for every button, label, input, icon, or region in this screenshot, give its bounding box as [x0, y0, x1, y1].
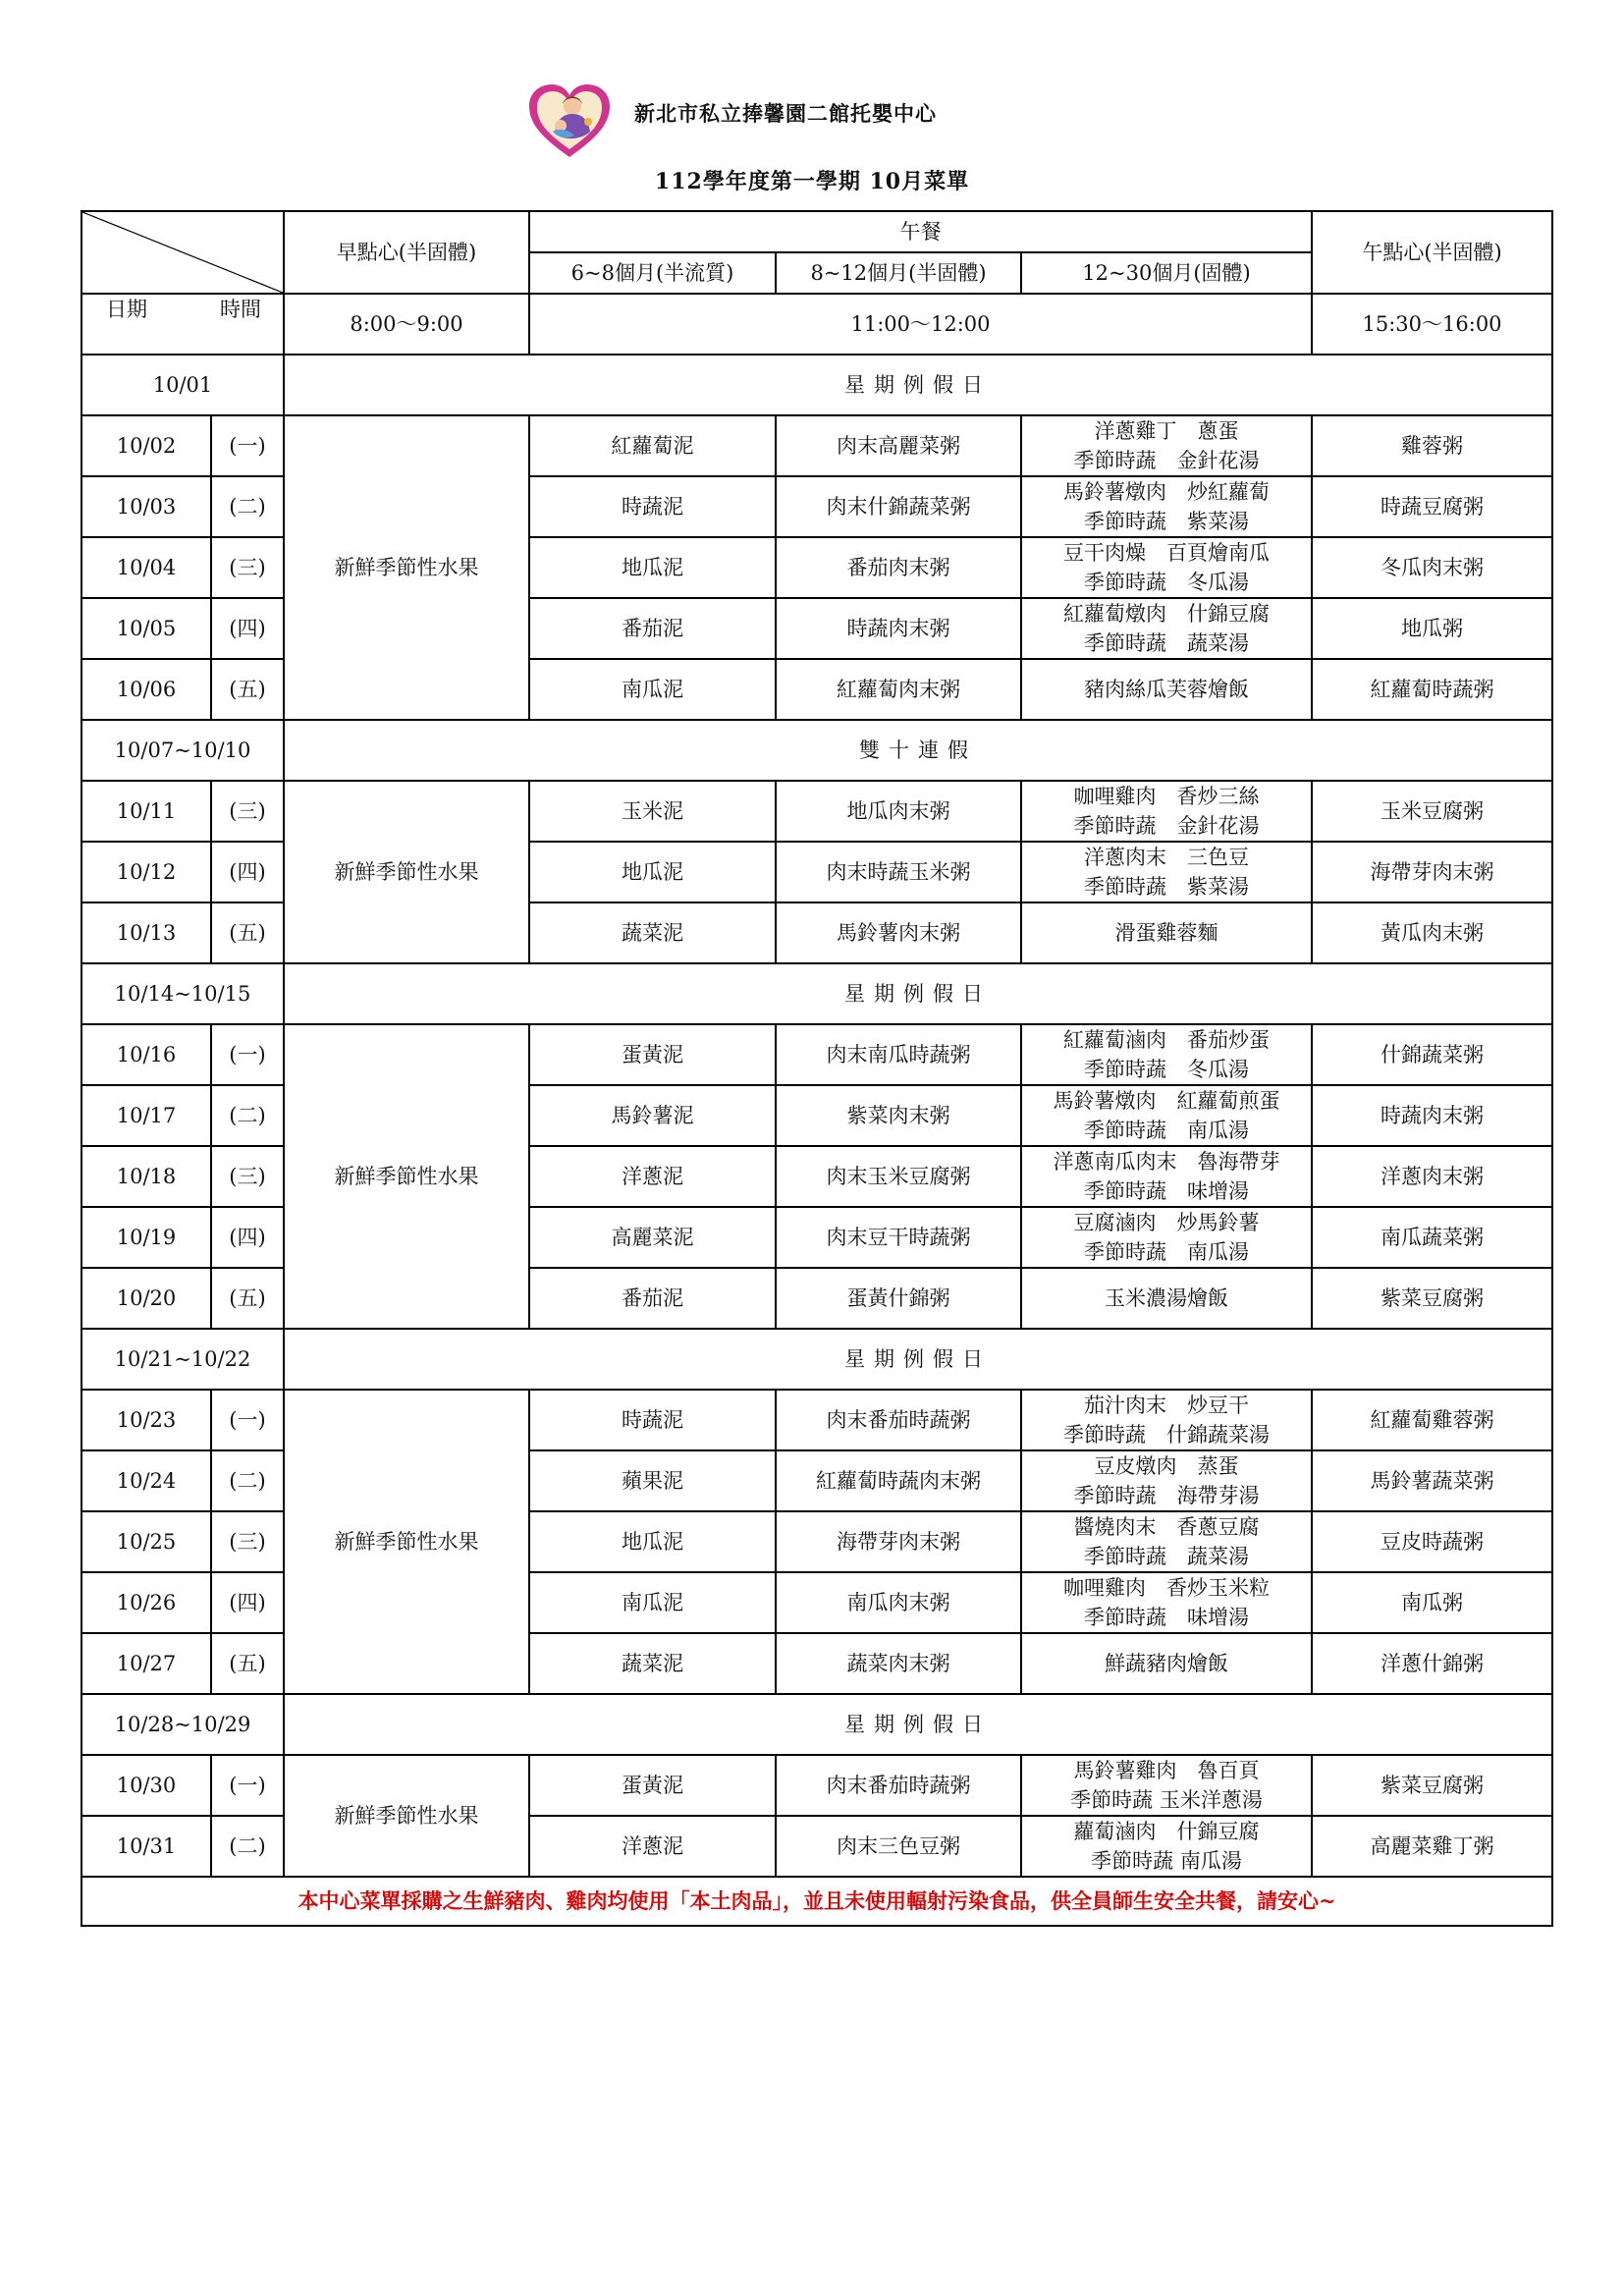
row-date: 10/19: [81, 1207, 211, 1268]
row-date: 10/13: [81, 902, 211, 963]
morning-snack-fruit: 新鮮季節性水果: [284, 1024, 529, 1329]
lunch-12-30-side: 季節時蔬 味增湯: [1084, 1606, 1250, 1629]
lunch-12-30-side: 季節時蔬 玉米洋蔥湯: [1070, 1788, 1263, 1812]
lunch-12-30-main: 豆皮燉肉 蒸蛋: [1094, 1454, 1239, 1478]
lunch-12-30-dish: [1021, 1816, 1312, 1877]
table-row: [81, 1755, 1552, 1816]
lunch-12-30-main: 洋蔥雞丁 蔥蛋: [1094, 419, 1239, 443]
morning-snack-fruit: 新鮮季節性水果: [284, 415, 529, 720]
afternoon-snack-dish: 紫菜豆腐粥: [1312, 1268, 1552, 1329]
lunch-8-12-dish: 蔬菜肉末粥: [776, 1633, 1021, 1694]
afternoon-snack-dish: 時蔬豆腐粥: [1312, 476, 1552, 537]
row-weekday: (四): [211, 1572, 284, 1633]
morning-snack-fruit: 新鮮季節性水果: [284, 781, 529, 963]
row-weekday: (二): [211, 1450, 284, 1511]
heart-mother-child-logo-icon: [525, 81, 614, 161]
lunch-12-30-dish: [1021, 1207, 1312, 1268]
lunch-12-30-side: 季節時蔬 紫菜湯: [1084, 510, 1250, 533]
row-date: 10/26: [81, 1572, 211, 1633]
lunch-8-12-dish: 肉末番茄時蔬粥: [776, 1755, 1021, 1816]
lunch-header: 午餐: [529, 211, 1312, 252]
lunch-6-8-dish: 番茄泥: [529, 598, 776, 659]
row-weekday: (三): [211, 537, 284, 598]
lunch-8-12-dish: 肉末三色豆粥: [776, 1816, 1021, 1877]
lunch-8-12-dish: 肉末高麗菜粥: [776, 415, 1021, 476]
afternoon-snack-dish: 南瓜粥: [1312, 1572, 1552, 1633]
row-date: 10/16: [81, 1024, 211, 1085]
menu-table: [81, 210, 1553, 1927]
lunch-12-30-main: 蘿蔔滷肉 什錦豆腐: [1073, 1820, 1260, 1843]
lunch-12-30-dish: [1021, 476, 1312, 537]
lunch-12-30-side: 季節時蔬 蔬菜湯: [1084, 1545, 1250, 1568]
afternoon-time: 15:30～16:00: [1312, 294, 1552, 355]
afternoon-snack-dish: 馬鈴薯蔬菜粥: [1312, 1450, 1552, 1511]
lunch-12-30-dish: [1021, 1146, 1312, 1207]
lunch-12-30-dish: [1021, 1450, 1312, 1511]
lunch-12-30-side: 季節時蔬 紫菜湯: [1084, 875, 1250, 899]
row-weekday: (五): [211, 1633, 284, 1694]
table-row: [81, 415, 1552, 476]
lunch-12-30-main: 馬鈴薯燉肉 炒紅蘿蔔: [1063, 480, 1271, 504]
row-weekday: (一): [211, 1024, 284, 1085]
lunch-12-30-dish: 玉米濃湯燴飯: [1021, 1268, 1312, 1329]
holiday-text: 星期例假日: [284, 1694, 1552, 1755]
holiday-row: [81, 1329, 1552, 1390]
lunch-6-8-dish: 蔬菜泥: [529, 1633, 776, 1694]
holiday-row: [81, 1694, 1552, 1755]
row-weekday: (二): [211, 476, 284, 537]
row-weekday: (五): [211, 659, 284, 720]
lunch-12-30-dish: [1021, 842, 1312, 902]
lunch-6-8-dish: 地瓜泥: [529, 537, 776, 598]
lunch-6-8-dish: 南瓜泥: [529, 1572, 776, 1633]
lunch-8-12-dish: 肉末時蔬玉米粥: [776, 842, 1021, 902]
lunch-8-12-dish: 肉末番茄時蔬粥: [776, 1390, 1021, 1450]
lunch-8-12-dish: 肉末什錦蔬菜粥: [776, 476, 1021, 537]
afternoon-snack-dish: 玉米豆腐粥: [1312, 781, 1552, 842]
holiday-date: 10/01: [81, 355, 284, 415]
lunch-8-12-dish: 肉末玉米豆腐粥: [776, 1146, 1021, 1207]
lunch-6-8-dish: 地瓜泥: [529, 842, 776, 902]
lunch-12-30-dish: [1021, 1511, 1312, 1572]
lunch-12-30-dish: [1021, 781, 1312, 842]
lunch-12-30-side: 季節時蔬 什錦蔬菜湯: [1063, 1423, 1271, 1447]
holiday-date: 10/14~10/15: [81, 963, 284, 1024]
lunch-12-30-dish: [1021, 1755, 1312, 1816]
lunch-6-8-dish: 番茄泥: [529, 1268, 776, 1329]
lunch-12-30-dish: [1021, 1572, 1312, 1633]
lunch-12-30-main: 紅蘿蔔滷肉 番茄炒蛋: [1063, 1028, 1271, 1052]
lunch-12-30-dish: 滑蛋雞蓉麵: [1021, 902, 1312, 963]
lunch-12-30-side: 季節時蔬 金針花湯: [1073, 814, 1260, 838]
row-date: 10/20: [81, 1268, 211, 1329]
afternoon-snack-dish: 什錦蔬菜粥: [1312, 1024, 1552, 1085]
holiday-text: 星期例假日: [284, 355, 1552, 415]
afternoon-snack-dish: 雞蓉粥: [1312, 415, 1552, 476]
afternoon-snack-dish: 紅蘿蔔雞蓉粥: [1312, 1390, 1552, 1450]
date-time-corner-cell: [81, 211, 284, 321]
lunch-12-30-main: 洋蔥肉末 三色豆: [1084, 846, 1250, 869]
lunch-8-12-dish: 肉末南瓜時蔬粥: [776, 1024, 1021, 1085]
lunch-12-30-main: 咖哩雞肉 香炒三絲: [1073, 785, 1260, 808]
lunch-8-12-dish: 馬鈴薯肉末粥: [776, 902, 1021, 963]
row-weekday: (二): [211, 1085, 284, 1146]
lunch-8-12-dish: 紅蘿蔔時蔬肉末粥: [776, 1450, 1021, 1511]
row-date: 10/27: [81, 1633, 211, 1694]
morning-snack-fruit: 新鮮季節性水果: [284, 1390, 529, 1694]
lunch-12-30-main: 紅蘿蔔燉肉 什錦豆腐: [1063, 602, 1271, 626]
row-date: 10/30: [81, 1755, 211, 1816]
lunch-12-30-side: 季節時蔬 南瓜湯: [1084, 1240, 1250, 1264]
row-weekday: (三): [211, 1511, 284, 1572]
lunch-6-8-dish: 蔬菜泥: [529, 902, 776, 963]
lunch-12-30-side: 季節時蔬 味增湯: [1084, 1179, 1250, 1203]
lunch-12-30-main: 豆干肉燥 百頁燴南瓜: [1063, 541, 1271, 565]
morning-time: 8:00～9:00: [284, 294, 529, 355]
row-weekday: (三): [211, 781, 284, 842]
center-name: 新北市私立捧馨園二館托嬰中心: [634, 101, 937, 126]
lunch-12-30-side: 季節時蔬 蔬菜湯: [1084, 631, 1250, 655]
lunch-8-12-dish: 海帶芽肉末粥: [776, 1511, 1021, 1572]
lunch-12-30-dish: 豬肉絲瓜芙蓉燴飯: [1021, 659, 1312, 720]
lunch-12-30-dish: [1021, 537, 1312, 598]
lunch-12-30-dish: [1021, 1085, 1312, 1146]
row-weekday: (一): [211, 415, 284, 476]
row-weekday: (四): [211, 842, 284, 902]
lunch-12-30-main: 馬鈴薯雞肉 魯百頁: [1073, 1759, 1260, 1782]
row-weekday: (二): [211, 1816, 284, 1877]
row-date: 10/31: [81, 1816, 211, 1877]
lunch-6-8-dish: 地瓜泥: [529, 1511, 776, 1572]
holiday-row: [81, 963, 1552, 1024]
holiday-row: [81, 720, 1552, 781]
holiday-date: 10/07~10/10: [81, 720, 284, 781]
row-date: 10/06: [81, 659, 211, 720]
row-date: 10/24: [81, 1450, 211, 1511]
lunch-6-8-dish: 洋蔥泥: [529, 1816, 776, 1877]
row-date: 10/23: [81, 1390, 211, 1450]
row-date: 10/05: [81, 598, 211, 659]
lunch-12-30-side: 季節時蔬 南瓜湯: [1091, 1849, 1242, 1873]
lunch-12-30-side: 季節時蔬 冬瓜湯: [1084, 1058, 1250, 1081]
lunch-8-12-dish: 時蔬肉末粥: [776, 598, 1021, 659]
afternoon-snack-dish: 時蔬肉末粥: [1312, 1085, 1552, 1146]
lunch-12-30-side: 季節時蔬 海帶芽湯: [1073, 1484, 1260, 1507]
table-row: [81, 1390, 1552, 1450]
row-date: 10/12: [81, 842, 211, 902]
afternoon-snack-dish: 洋蔥什錦粥: [1312, 1633, 1552, 1694]
lunch-8-12-dish: 番茄肉末粥: [776, 537, 1021, 598]
afternoon-snack-dish: 冬瓜肉末粥: [1312, 537, 1552, 598]
row-date: 10/03: [81, 476, 211, 537]
lunch-8-12-dish: 蛋黃什錦粥: [776, 1268, 1021, 1329]
date-label: 日期: [106, 298, 147, 321]
lunch-12-30-side: 季節時蔬 冬瓜湯: [1084, 571, 1250, 594]
lunch-8-12-header: 8~12個月(半固體): [776, 252, 1021, 294]
row-weekday: (四): [211, 598, 284, 659]
row-date: 10/02: [81, 415, 211, 476]
lunch-8-12-dish: 紅蘿蔔肉末粥: [776, 659, 1021, 720]
row-date: 10/04: [81, 537, 211, 598]
lunch-12-30-dish: [1021, 415, 1312, 476]
lunch-12-30-header: 12~30個月(固體): [1021, 252, 1312, 294]
afternoon-snack-dish: 海帶芽肉末粥: [1312, 842, 1552, 902]
lunch-6-8-dish: 南瓜泥: [529, 659, 776, 720]
time-label: 時間: [220, 298, 261, 321]
lunch-6-8-dish: 高麗菜泥: [529, 1207, 776, 1268]
lunch-8-12-dish: 南瓜肉末粥: [776, 1572, 1021, 1633]
lunch-12-30-dish: 鮮蔬豬肉燴飯: [1021, 1633, 1312, 1694]
lunch-12-30-main: 醬燒肉末 香蔥豆腐: [1073, 1515, 1260, 1539]
lunch-12-30-side: 季節時蔬 金針花湯: [1073, 449, 1260, 472]
table-row: [81, 1024, 1552, 1085]
afternoon-snack-dish: 豆皮時蔬粥: [1312, 1511, 1552, 1572]
lunch-12-30-main: 茄汁肉末 炒豆干: [1084, 1394, 1250, 1417]
lunch-12-30-dish: [1021, 1390, 1312, 1450]
lunch-6-8-header: 6~8個月(半流質): [529, 252, 776, 294]
afternoon-snack-dish: 南瓜蔬菜粥: [1312, 1207, 1552, 1268]
afternoon-snack-dish: 地瓜粥: [1312, 598, 1552, 659]
lunch-12-30-main: 咖哩雞肉 香炒玉米粒: [1063, 1576, 1271, 1600]
lunch-6-8-dish: 時蔬泥: [529, 1390, 776, 1450]
lunch-6-8-dish: 蛋黃泥: [529, 1755, 776, 1816]
holiday-row: [81, 355, 1552, 415]
morning-snack-header: 早點心(半固體): [284, 211, 529, 294]
row-weekday: (一): [211, 1755, 284, 1816]
holiday-text: 雙十連假: [284, 720, 1552, 781]
lunch-6-8-dish: 時蔬泥: [529, 476, 776, 537]
afternoon-snack-dish: 紅蘿蔔時蔬粥: [1312, 659, 1552, 720]
lunch-6-8-dish: 玉米泥: [529, 781, 776, 842]
lunch-8-12-dish: 肉末豆干時蔬粥: [776, 1207, 1021, 1268]
morning-snack-fruit: 新鮮季節性水果: [284, 1755, 529, 1877]
afternoon-snack-dish: 高麗菜雞丁粥: [1312, 1816, 1552, 1877]
lunch-6-8-dish: 洋蔥泥: [529, 1146, 776, 1207]
lunch-12-30-dish: [1021, 1024, 1312, 1085]
row-date: 10/25: [81, 1511, 211, 1572]
holiday-date: 10/28~10/29: [81, 1694, 284, 1755]
row-date: 10/17: [81, 1085, 211, 1146]
page-header: [0, 81, 1624, 218]
row-weekday: (一): [211, 1390, 284, 1450]
menu-title: 112學年度第一學期 10月菜單: [654, 169, 970, 194]
row-weekday: (三): [211, 1146, 284, 1207]
lunch-12-30-dish: [1021, 598, 1312, 659]
lunch-6-8-dish: 蛋黃泥: [529, 1024, 776, 1085]
row-weekday: (五): [211, 1268, 284, 1329]
afternoon-snack-dish: 紫菜豆腐粥: [1312, 1755, 1552, 1816]
lunch-8-12-dish: 紫菜肉末粥: [776, 1085, 1021, 1146]
footer-row: [81, 1877, 1552, 1926]
lunch-6-8-dish: 紅蘿蔔泥: [529, 415, 776, 476]
footer-note: 本中心菜單採購之生鮮豬肉、雞肉均使用「本土肉品」，並且未使用輻射污染食品，供全員師生安全共餐，請安心~: [81, 1877, 1552, 1926]
afternoon-snack-dish: 洋蔥肉末粥: [1312, 1146, 1552, 1207]
holiday-text: 星期例假日: [284, 1329, 1552, 1390]
lunch-12-30-side: 季節時蔬 南瓜湯: [1084, 1119, 1250, 1142]
afternoon-snack-dish: 黃瓜肉末粥: [1312, 902, 1552, 963]
table-row: [81, 781, 1552, 842]
row-weekday: (五): [211, 902, 284, 963]
row-weekday: (四): [211, 1207, 284, 1268]
afternoon-snack-header: 午點心(半固體): [1312, 211, 1552, 294]
lunch-12-30-main: 馬鈴薯燉肉 紅蘿蔔煎蛋: [1053, 1089, 1280, 1113]
lunch-6-8-dish: 蘋果泥: [529, 1450, 776, 1511]
lunch-time: 11:00～12:00: [529, 294, 1312, 355]
holiday-text: 星期例假日: [284, 963, 1552, 1024]
lunch-8-12-dish: 地瓜肉末粥: [776, 781, 1021, 842]
lunch-12-30-main: 洋蔥南瓜肉末 魯海帶芽: [1053, 1150, 1280, 1174]
holiday-date: 10/21~10/22: [81, 1329, 284, 1390]
lunch-6-8-dish: 馬鈴薯泥: [529, 1085, 776, 1146]
row-date: 10/18: [81, 1146, 211, 1207]
lunch-12-30-main: 豆腐滷肉 炒馬鈴薯: [1073, 1211, 1260, 1234]
row-date: 10/11: [81, 781, 211, 842]
